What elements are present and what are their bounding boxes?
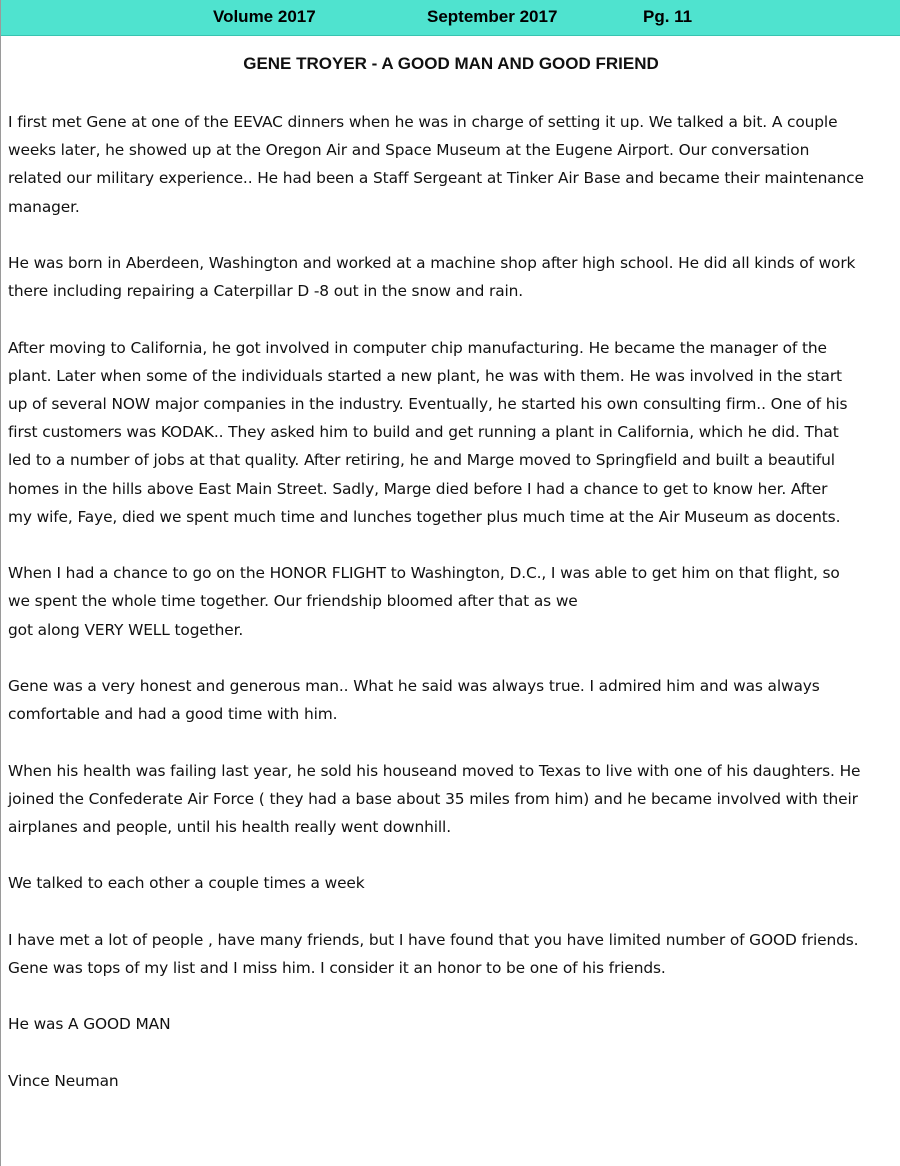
- paragraph-line: He was born in Aberdeen, Washington and worked at a machine shop after high school. He did all kinds of work: [8, 254, 856, 272]
- paragraph-line: comfortable and had a good time with him.: [8, 705, 338, 724]
- article-paragraph: [8, 108, 900, 221]
- paragraph-line: led to a number of jobs at that quality. After retiring, he and Marge moved to Springfield and built a beautiful: [8, 451, 835, 470]
- article-paragraph: [8, 334, 900, 531]
- article-paragraph: [8, 249, 900, 305]
- paragraph-line: got along VERY WELL together.: [8, 620, 244, 639]
- article-paragraph: [8, 559, 900, 644]
- header-page-number: Pg. 11: [643, 7, 693, 26]
- paragraph-line: first customers was KODAK.. They asked him to build and get running a plant in California, which he did. That: [8, 423, 839, 442]
- paragraph-line: I have met a lot of people , have many friends, but I have found that you have limited number of GOOD friends.: [8, 930, 859, 949]
- paragraph-line: we spent the whole time together. Our friendship bloomed after that as we: [8, 592, 578, 611]
- paragraph-line: there including repairing a Caterpillar D -8 out in the snow and rain.: [8, 282, 524, 301]
- article-paragraph: [8, 926, 900, 982]
- article-title: GENE TROYER - A GOOD MAN AND GOOD FRIEND: [243, 54, 659, 73]
- paragraph-line: airplanes and people, until his health really went downhill.: [8, 818, 451, 836]
- article-paragraph: [8, 1010, 900, 1038]
- paragraph-line: When his health was failing last year, he sold his houseand moved to Texas to live with one of his daughters. He: [8, 761, 861, 780]
- paragraph-line: I first met Gene at one of the EEVAC dinners when he was in charge of setting it up. We talked a bit. A couple: [8, 113, 838, 131]
- paragraph-line: homes in the hills above East Main Street. Sadly, Marge died before I had a chance to get to know her. After: [8, 479, 828, 498]
- paragraph-line: After moving to California, he got involved in computer chip manufacturing. He became the manager of the: [8, 338, 827, 357]
- article-body: [8, 108, 900, 1123]
- article-paragraph: [8, 757, 900, 842]
- header-volume: Volume 2017: [213, 7, 316, 26]
- paragraph-line: Vince Neuman: [8, 1071, 119, 1090]
- paragraph-line: Gene was tops of my list and I miss him. I consider it an honor to be one of his friends.: [8, 958, 666, 977]
- article-paragraph: [8, 672, 900, 728]
- paragraph-line: We talked to each other a couple times a week: [8, 874, 365, 893]
- page-header-band: [1, 0, 900, 36]
- paragraph-line: up of several NOW major companies in the industry. Eventually, he started his own consulting firm.. One of his: [8, 395, 848, 413]
- paragraph-line: He was A GOOD MAN: [8, 1015, 171, 1034]
- paragraph-line: plant. Later when some of the individuals started a new plant, he was with them. He was involved in the start: [8, 366, 842, 385]
- paragraph-line: related our military experience.. He had been a Staff Sergeant at Tinker Air Base and became their maintenance: [8, 169, 864, 188]
- paragraph-line: my wife, Faye, died we spent much time and lunches together plus much time at the Air Museum as docents.: [8, 507, 841, 526]
- paragraph-line: manager.: [8, 197, 80, 216]
- paragraph-line: Gene was a very honest and generous man.. What he said was always true. I admired him and was always: [8, 677, 820, 695]
- article-paragraph: [8, 869, 900, 897]
- paragraph-line: weeks later, he showed up at the Oregon Air and Space Museum at the Eugene Airport. Our conversation: [8, 141, 810, 160]
- header-date: September 2017: [427, 7, 558, 26]
- article-paragraph: [8, 1067, 900, 1095]
- paragraph-line: joined the Confederate Air Force ( they had a base about 35 miles from him) and he became involved with their: [8, 789, 858, 808]
- paragraph-line: When I had a chance to go on the HONOR FLIGHT to Washington, D.C., I was able to get him on that flight, so: [8, 564, 840, 583]
